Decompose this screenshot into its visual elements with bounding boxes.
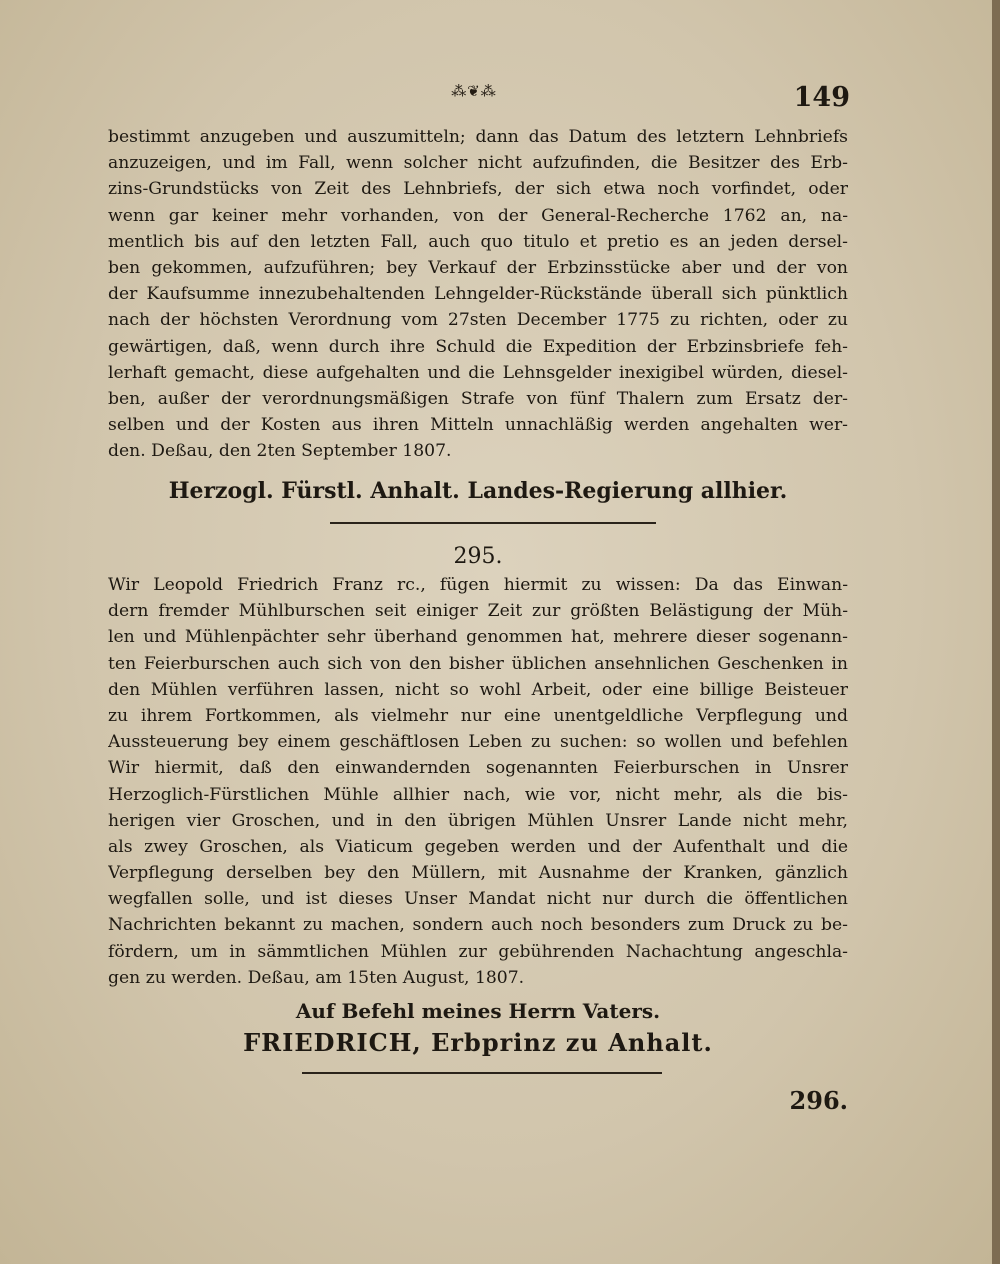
text-line: Wir hiermit, daß den einwandernden sogenannten Feierburschen in Unsrer (108, 758, 848, 779)
text-line: nach der höchsten Verordnung vom 27sten December 1775 zu richten, oder zu (108, 310, 848, 331)
text-line: als zwey Groschen, als Viaticum gegeben werden und der Aufenthalt und die (108, 836, 848, 857)
text-line: zins-Grundstücks von Zeit des Lehnbriefs, der sich etwa noch vorfindet, oder (108, 179, 848, 200)
text-line: der Kaufsumme innezubehaltenden Lehngelder-Rückstände überall sich pünktlich (108, 284, 848, 305)
text-line: Nachrichten bekannt zu machen, sondern auch noch besonders zum Druck zu be- (108, 915, 848, 936)
text-line: selben und der Kosten aus ihren Mitteln unnachläßig werden angehalten wer- (108, 415, 848, 436)
text-line: herigen vier Groschen, und in den übrigen Mühlen Unsrer Lande nicht mehr, (108, 810, 848, 831)
text-line: lerhaft gemacht, diese aufgehalten und die Lehnsgelder inexigibel würden, diesel- (108, 362, 848, 383)
text-line: wegfallen solle, und ist dieses Unser Mandat nicht nur durch die öffentlichen (108, 889, 848, 910)
text-line: anzuzeigen, und im Fall, wenn solcher nicht aufzufinden, die Besitzer des Erb- (108, 153, 848, 174)
catchword: 296. (789, 1086, 848, 1115)
page-number: 149 (793, 82, 850, 113)
section-294-body (108, 124, 848, 464)
text-line: Herzoglich-Fürstlichen Mühle allhier nach, wie vor, nicht mehr, als die bis- (108, 784, 848, 805)
text-line: gewärtigen, daß, wenn durch ihre Schuld die Expedition der Erbzinsbriefe feh- (108, 336, 848, 357)
text-line: dern fremder Mühlburschen seit einiger Zeit zur größten Belästigung der Müh- (108, 601, 848, 622)
section-295-body (108, 572, 848, 991)
text-line: ten Feierburschen auch sich von den bisher üblichen ansehnlichen Geschenken in (108, 653, 848, 674)
government-signature: Herzogl. Fürstl. Anhalt. Landes-Regierung allhier. (168, 478, 788, 504)
section-number: 295. (453, 544, 503, 569)
text-line: fördern, um in sämmtlichen Mühlen zur gebührenden Nachachtung angeschla- (108, 941, 848, 962)
prince-signature: FRIEDRICH, Erbprinz zu Anhalt. (243, 1028, 713, 1057)
header-ornament: ⁂❦⁂ (451, 82, 497, 100)
text-line: den Mühlen verführen lassen, nicht so wohl Arbeit, oder eine billige Beisteuer (108, 679, 848, 700)
order-line: Auf Befehl meines Herrn Vaters. (295, 999, 661, 1023)
text-line: wenn gar keiner mehr vorhanden, von der General-Recherche 1762 an, na- (108, 205, 848, 226)
section-divider (302, 1072, 662, 1074)
text-line: zu ihrem Fortkommen, als vielmehr nur eine unentgeldliche Verpflegung und (108, 705, 848, 726)
text-line: Verpflegung derselben bey den Müllern, mit Ausnahme der Kranken, gänzlich (108, 863, 848, 884)
text-line: den. Deßau, den 2ten September 1807. (108, 441, 452, 462)
text-line: mentlich bis auf den letzten Fall, auch quo titulo et pretio es an jeden dersel- (108, 231, 848, 252)
section-divider (330, 522, 656, 524)
text-line: Wir Leopold Friedrich Franz rc., fügen hiermit zu wissen: Da das Einwan- (108, 575, 848, 595)
page-edge (992, 0, 1000, 1264)
text-line: len und Mühlenpächter sehr überhand genommen hat, mehrere dieser sogenann- (108, 627, 848, 648)
text-line: ben gekommen, aufzuführen; bey Verkauf der Erbzinsstücke aber und der von (108, 257, 848, 278)
text-line: ben, außer der verordnungsmäßigen Strafe von fünf Thalern zum Ersatz der- (108, 388, 848, 409)
text-line: gen zu werden. Deßau, am 15ten August, 1807. (108, 967, 525, 988)
text-line: Aussteuerung bey einem geschäftlosen Leben zu suchen: so wollen und befehlen (108, 732, 848, 753)
text-line: bestimmt anzugeben und auszumitteln; dann das Datum des letztern Lehnbriefs (108, 127, 848, 147)
